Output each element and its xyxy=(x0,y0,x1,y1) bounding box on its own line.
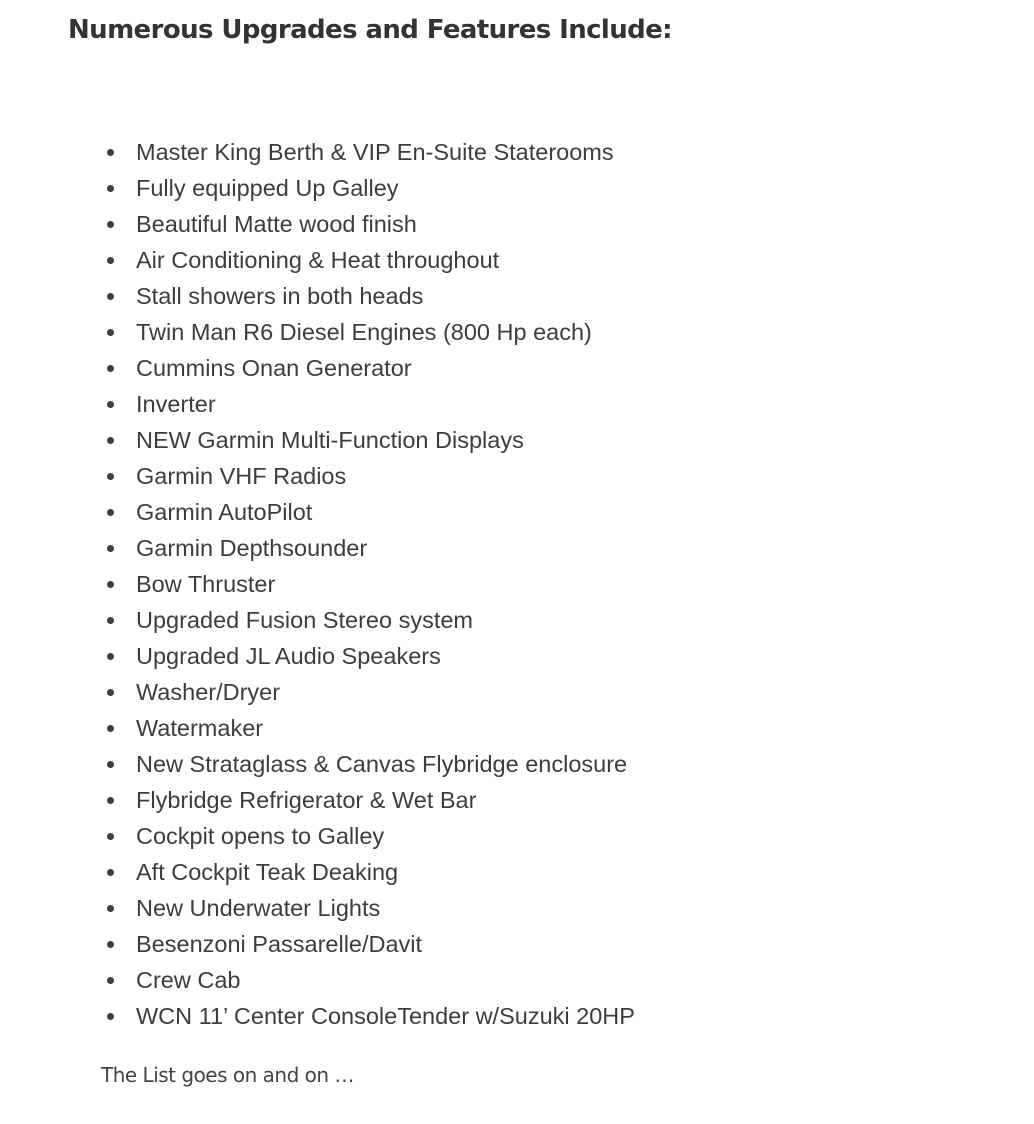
feature-list-item xyxy=(136,890,635,926)
feature-text: Garmin Depthsounder xyxy=(136,535,368,561)
feature-list-item xyxy=(136,494,635,530)
feature-text: WCN 11’ Center ConsoleTender w/Suzuki 20HP xyxy=(136,1003,635,1029)
feature-text: Aft Cockpit Teak Deaking xyxy=(136,859,399,885)
bullet-icon xyxy=(107,653,114,660)
feature-text: NEW Garmin Multi-Function Displays xyxy=(136,427,524,453)
bullet-icon xyxy=(107,941,114,948)
bullet-icon xyxy=(107,797,114,804)
bullet-icon xyxy=(107,761,114,768)
feature-text: Besenzoni Passarelle/Davit xyxy=(136,931,423,957)
feature-list-item xyxy=(136,350,635,386)
bullet-icon xyxy=(107,509,114,516)
feature-list-item xyxy=(136,422,635,458)
feature-text: Bow Thruster xyxy=(136,571,276,597)
feature-text: Cockpit opens to Galley xyxy=(136,823,385,849)
bullet-icon xyxy=(107,545,114,552)
feature-text: Crew Cab xyxy=(136,967,241,993)
feature-list-item xyxy=(136,530,635,566)
bullet-icon xyxy=(107,833,114,840)
feature-text: Upgraded JL Audio Speakers xyxy=(136,643,441,669)
feature-text: Garmin AutoPilot xyxy=(136,499,313,525)
feature-list-item xyxy=(136,134,635,170)
feature-text: Washer/Dryer xyxy=(136,679,281,705)
feature-list-item xyxy=(136,710,635,746)
feature-list-item xyxy=(136,746,635,782)
bullet-icon xyxy=(107,617,114,624)
bullet-icon xyxy=(107,221,114,228)
feature-text: Inverter xyxy=(136,391,216,417)
features-list xyxy=(136,134,635,1034)
feature-text: Stall showers in both heads xyxy=(136,283,424,309)
feature-text: Fully equipped Up Galley xyxy=(136,175,399,201)
feature-list-item xyxy=(136,962,635,998)
bullet-icon xyxy=(107,977,114,984)
feature-list-item xyxy=(136,386,635,422)
feature-text: Beautiful Matte wood finish xyxy=(136,211,417,237)
feature-list-item xyxy=(136,242,635,278)
feature-list-item xyxy=(136,674,635,710)
bullet-icon xyxy=(107,257,114,264)
bullet-icon xyxy=(107,689,114,696)
bullet-icon xyxy=(107,1013,114,1020)
bullet-icon xyxy=(107,149,114,156)
feature-list-item xyxy=(136,782,635,818)
feature-list-item xyxy=(136,278,635,314)
page-heading: Numerous Upgrades and Features Include: xyxy=(68,15,672,45)
bullet-icon xyxy=(107,365,114,372)
feature-text: Twin Man R6 Diesel Engines (800 Hp each) xyxy=(136,319,592,345)
bullet-icon xyxy=(107,401,114,408)
feature-list-item xyxy=(136,602,635,638)
feature-text: Upgraded Fusion Stereo system xyxy=(136,607,473,633)
bullet-icon xyxy=(107,293,114,300)
footer-note: The List goes on and on … xyxy=(101,1063,354,1087)
feature-list-item xyxy=(136,638,635,674)
bullet-icon xyxy=(107,329,114,336)
feature-list-item xyxy=(136,566,635,602)
bullet-icon xyxy=(107,185,114,192)
feature-text: Cummins Onan Generator xyxy=(136,355,412,381)
feature-text: Master King Berth & VIP En-Suite Staterooms xyxy=(136,139,614,165)
feature-list-item xyxy=(136,926,635,962)
feature-list-item xyxy=(136,818,635,854)
bullet-icon xyxy=(107,905,114,912)
feature-list-item xyxy=(136,854,635,890)
feature-list-item xyxy=(136,314,635,350)
feature-text: Air Conditioning & Heat throughout xyxy=(136,247,500,273)
bullet-icon xyxy=(107,869,114,876)
feature-list-item xyxy=(136,170,635,206)
feature-list-item xyxy=(136,458,635,494)
feature-text: Watermaker xyxy=(136,715,264,741)
feature-text: New Strataglass & Canvas Flybridge enclosure xyxy=(136,751,628,777)
feature-list-item xyxy=(136,206,635,242)
feature-list-item xyxy=(136,998,635,1034)
bullet-icon xyxy=(107,473,114,480)
feature-text: Garmin VHF Radios xyxy=(136,463,347,489)
feature-text: New Underwater Lights xyxy=(136,895,381,921)
bullet-icon xyxy=(107,437,114,444)
bullet-icon xyxy=(107,725,114,732)
bullet-icon xyxy=(107,581,114,588)
feature-text: Flybridge Refrigerator & Wet Bar xyxy=(136,787,477,813)
